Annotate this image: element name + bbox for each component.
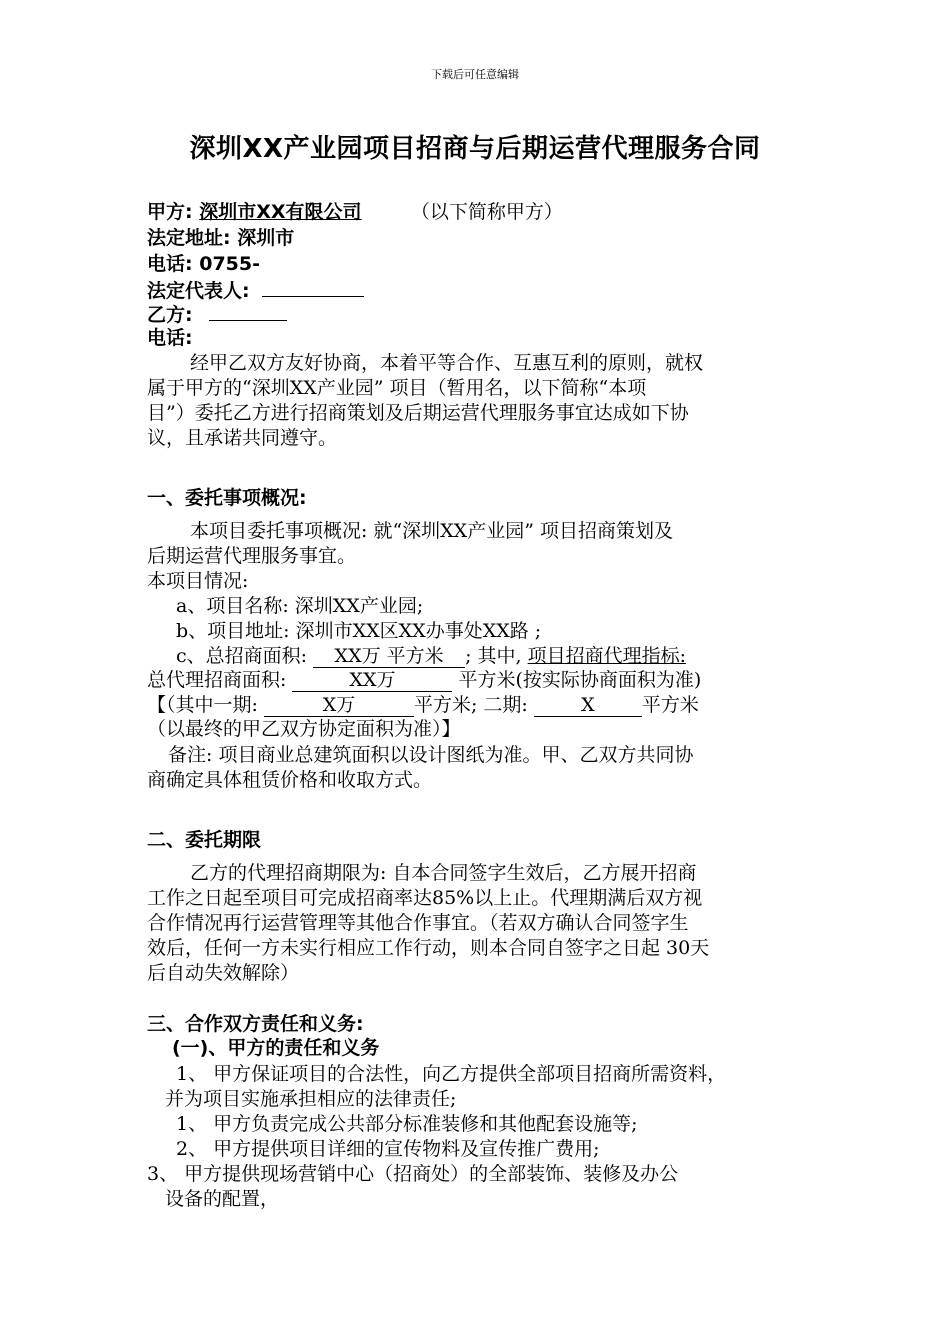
section1-status-label: 本项目情况:	[147, 570, 249, 592]
section3-subheading: (一)、甲方的责任和义务	[172, 1037, 380, 1059]
party-a-name: 深圳市XX有限公司	[199, 201, 362, 223]
section1-remark-2: 商确定具体租赁价格和收取方式。	[147, 769, 433, 791]
section2-body-2: 工作之日起至项目可完成招商率达85%以上止。代理期满后双方视	[147, 887, 703, 909]
section1-item-a: a、项目名称: 深圳XX产业园;	[176, 595, 424, 617]
party-a-address-line	[147, 226, 294, 250]
party-a-phone: 0755-	[199, 253, 261, 275]
contract-title: 深圳XX产业园项目招商与后期运营代理服务合同	[189, 134, 761, 164]
phase-prefix: 【（其中一期:	[147, 694, 258, 716]
total-prefix: 总代理招商面积:	[147, 669, 287, 691]
section2-body-3: 合作情况再行运营管理等其他合作事宜。（若双方确认合同签字生	[147, 912, 689, 934]
intro-line-3: 目”）委托乙方进行招商策划及后期运营代理服务事宜达成如下协	[147, 402, 689, 424]
party-a-address: 深圳市	[237, 227, 295, 249]
party-a-rep-line	[147, 278, 364, 303]
party-a-label: 甲方:	[147, 201, 193, 223]
section3-item-4-cont: 设备的配置，	[165, 1188, 280, 1210]
section1-item-c	[176, 644, 686, 668]
section3-item-1-cont: 并为项目实施承担相应的法律责任;	[165, 1088, 457, 1110]
total-suffix: 平方米(按实际协商面积为准)	[458, 669, 702, 691]
item-c-value: XX万 平方米	[313, 645, 465, 668]
party-a-address-label: 法定地址:	[147, 227, 231, 249]
intro-line-4: 议，且承诺共同遵守。	[147, 427, 338, 449]
section3-item-1: 1、 甲方保证项目的合法性，向乙方提供全部项目招商所需资料，	[176, 1063, 727, 1085]
section1-remark-1: 备注: 项目商业总建筑面积以设计图纸为准。甲、乙双方共同协	[168, 744, 694, 766]
section1-total-line	[147, 668, 701, 692]
item-c-mid: ; 其中,	[465, 645, 522, 667]
section2-body-5: 后自动失效解除）	[147, 962, 300, 984]
party-a-phone-label: 电话:	[147, 253, 193, 275]
party-b-line	[147, 302, 287, 327]
section2-body-1: 乙方的代理招商期限为: 自本合同签字生效后，乙方展开招商	[190, 862, 697, 884]
section3-item-3: 2、 甲方提供项目详细的宣传物料及宣传推广费用;	[176, 1138, 600, 1160]
intro-line-2: 属于甲方的“深圳XX产业园” 项目（暂用名，以下简称“本项	[147, 377, 647, 399]
phase1-value: X万	[264, 694, 414, 717]
section1-heading: 一、委托事项概况:	[147, 487, 307, 509]
section1-item-b: b、项目地址: 深圳市XX区XX办事处XX路 ;	[176, 620, 542, 642]
party-b-label: 乙方:	[147, 304, 193, 326]
section1-overview-1: 本项目委托事项概况: 就“深圳XX产业园” 项目招商策划及	[190, 520, 673, 542]
section1-overview-2: 后期运营代理服务事宜。	[147, 545, 357, 567]
party-b-phone-line: 电话:	[147, 327, 193, 349]
section1-phase-line	[147, 693, 699, 717]
header-note: 下载后可任意编辑	[431, 68, 519, 81]
party-a-line	[147, 200, 563, 224]
intro-line-1: 经甲乙双方友好协商，本着平等合作、互惠互利的原则，就权	[190, 352, 704, 374]
item-c-target: 项目招商代理指标:	[527, 645, 687, 667]
party-a-suffix: （以下简称甲方）	[410, 201, 563, 223]
party-a-rep-label: 法定代表人:	[147, 280, 250, 302]
phase2-value: X	[534, 694, 642, 717]
party-b-blank	[209, 302, 287, 321]
section3-item-2: 1、 甲方负责完成公共部分标准装修和其他配套设施等;	[176, 1113, 638, 1135]
party-a-phone-line	[147, 252, 260, 276]
item-c-prefix: c、总招商面积:	[176, 645, 308, 667]
party-a-rep-blank	[262, 278, 364, 297]
section2-heading: 二、委托期限	[147, 829, 262, 851]
section3-item-4: 3、 甲方提供现场营销中心（招商处）的全部装饰、装修及办公	[147, 1163, 679, 1185]
section1-phase-note: （以最终的甲乙双方协定面积为准）】	[147, 718, 461, 740]
phase-suffix: 平方米	[641, 694, 699, 716]
section3-heading: 三、合作双方责任和义务:	[147, 1013, 364, 1035]
section2-body-4: 效后，任何一方未实行相应工作行动，则本合同自签字之日起 30天	[147, 937, 710, 959]
total-value: XX万	[292, 669, 452, 692]
phase-mid: 平方米; 二期:	[413, 694, 528, 716]
